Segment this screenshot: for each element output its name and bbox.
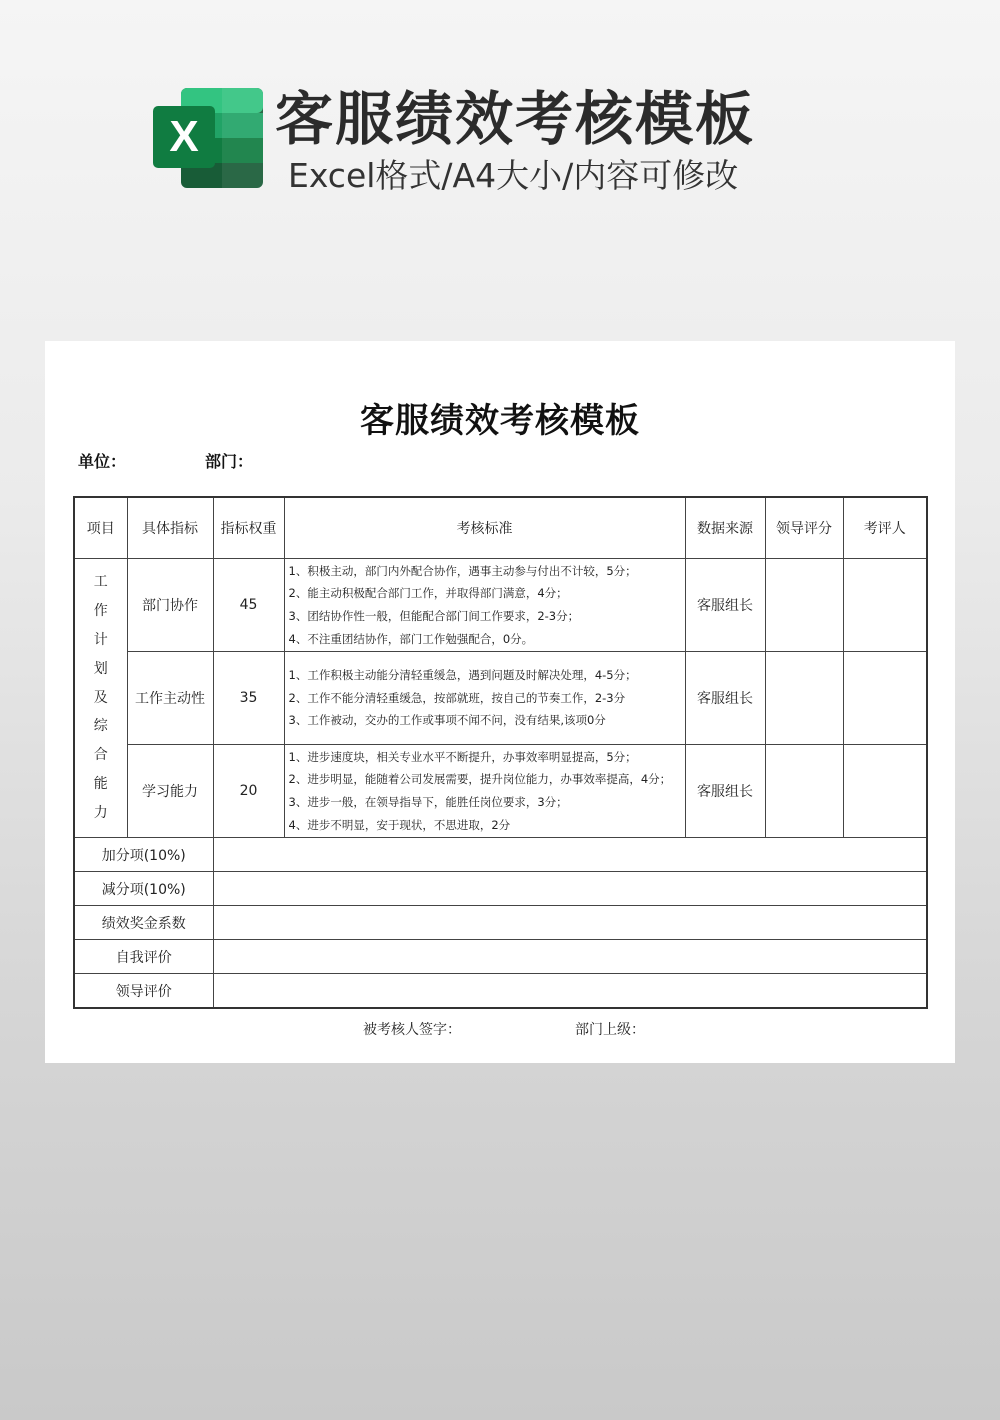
extra-row-label: 自我评价 bbox=[74, 940, 213, 974]
weight-cell: 20 bbox=[213, 745, 284, 838]
extra-row-value[interactable] bbox=[213, 974, 927, 1009]
criteria-cell: 1、积极主动，部门内外配合协作，遇事主动参与付出不计较，5分； 2、能主动积极配合部门工作，并取得部门满意，4分； 3、团结协作性一般，但能配合部门间工作要求，2-3分； 4、不注重团结协作，部门工作勉强配合，0分。 bbox=[284, 559, 685, 652]
leader-evaluation-row bbox=[74, 974, 927, 1009]
logo-letter: X bbox=[169, 112, 199, 161]
document-sheet bbox=[45, 341, 955, 1063]
banner-subtitle: Excel格式/A4大小/内容可修改 bbox=[288, 156, 739, 195]
extra-row-value[interactable] bbox=[213, 906, 927, 940]
header-cell: 指标权重 bbox=[213, 497, 284, 559]
source-cell: 客服组长 bbox=[685, 559, 765, 652]
leader-score-cell[interactable] bbox=[765, 745, 843, 838]
self-evaluation-row bbox=[74, 940, 927, 974]
header-cell: 具体指标 bbox=[127, 497, 213, 559]
unit-label: 单位： bbox=[78, 452, 127, 471]
criteria-cell: 1、进步速度块，相关专业水平不断提升，办事效率明显提高，5分； 2、进步明显，能随着公司发展需要，提升岗位能力，办事效率提高，4分； 3、进步一般，在领导指导下，能胜任岗位要求，3分； 4、进步不明显，安于现状，不思进取，2分 bbox=[284, 745, 685, 838]
extra-row-value[interactable] bbox=[213, 940, 927, 974]
category-cell: 工 作 计 划 及 综 合 能 力 bbox=[74, 559, 127, 838]
criteria-cell: 1、工作积极主动能分清轻重缓急，遇到问题及时解决处理，4-5分； 2、工作不能分清轻重缓急，按部就班，按自己的节奏工作，2-3分 3、工作被动，交办的工作或事项不闻不问，没有结果,该项0分 bbox=[284, 652, 685, 745]
source-cell: 客服组长 bbox=[685, 745, 765, 838]
header-cell: 项目 bbox=[74, 497, 127, 559]
bonus-coefficient-row bbox=[74, 906, 927, 940]
source-cell: 客服组长 bbox=[685, 652, 765, 745]
header-cell: 考核标准 bbox=[284, 497, 685, 559]
header-cell: 领导评分 bbox=[765, 497, 843, 559]
evaluator-cell[interactable] bbox=[843, 745, 927, 838]
banner bbox=[0, 0, 1000, 230]
table-row bbox=[74, 652, 927, 745]
banner-title: 客服绩效考核模板 bbox=[275, 85, 756, 153]
deduction-row bbox=[74, 872, 927, 906]
leader-score-cell[interactable] bbox=[765, 559, 843, 652]
dept-label: 部门： bbox=[205, 452, 254, 471]
excel-logo-icon bbox=[153, 88, 263, 188]
extra-row-value[interactable] bbox=[213, 872, 927, 906]
extra-row-label: 领导评价 bbox=[74, 974, 213, 1009]
examinee-signature-label: 被考核人签字： bbox=[363, 1022, 461, 1038]
indicator-cell: 部门协作 bbox=[127, 559, 213, 652]
extra-row-label: 减分项(10%) bbox=[74, 872, 213, 906]
indicator-cell: 工作主动性 bbox=[127, 652, 213, 745]
document-title: 客服绩效考核模板 bbox=[360, 401, 640, 441]
extra-row-label: 绩效奖金系数 bbox=[74, 906, 213, 940]
table-row bbox=[74, 559, 927, 652]
weight-cell: 45 bbox=[213, 559, 284, 652]
assessment-table bbox=[73, 496, 928, 1009]
indicator-cell: 学习能力 bbox=[127, 745, 213, 838]
weight-cell: 35 bbox=[213, 652, 284, 745]
extra-row-value[interactable] bbox=[213, 838, 927, 872]
leader-score-cell[interactable] bbox=[765, 652, 843, 745]
evaluator-cell[interactable] bbox=[843, 559, 927, 652]
table-header-row bbox=[74, 497, 927, 559]
extra-row-label: 加分项(10%) bbox=[74, 838, 213, 872]
header-cell: 数据来源 bbox=[685, 497, 765, 559]
bonus-row bbox=[74, 838, 927, 872]
table-row bbox=[74, 745, 927, 838]
evaluator-cell[interactable] bbox=[843, 652, 927, 745]
superior-signature-label: 部门上级： bbox=[575, 1022, 645, 1038]
header-cell: 考评人 bbox=[843, 497, 927, 559]
